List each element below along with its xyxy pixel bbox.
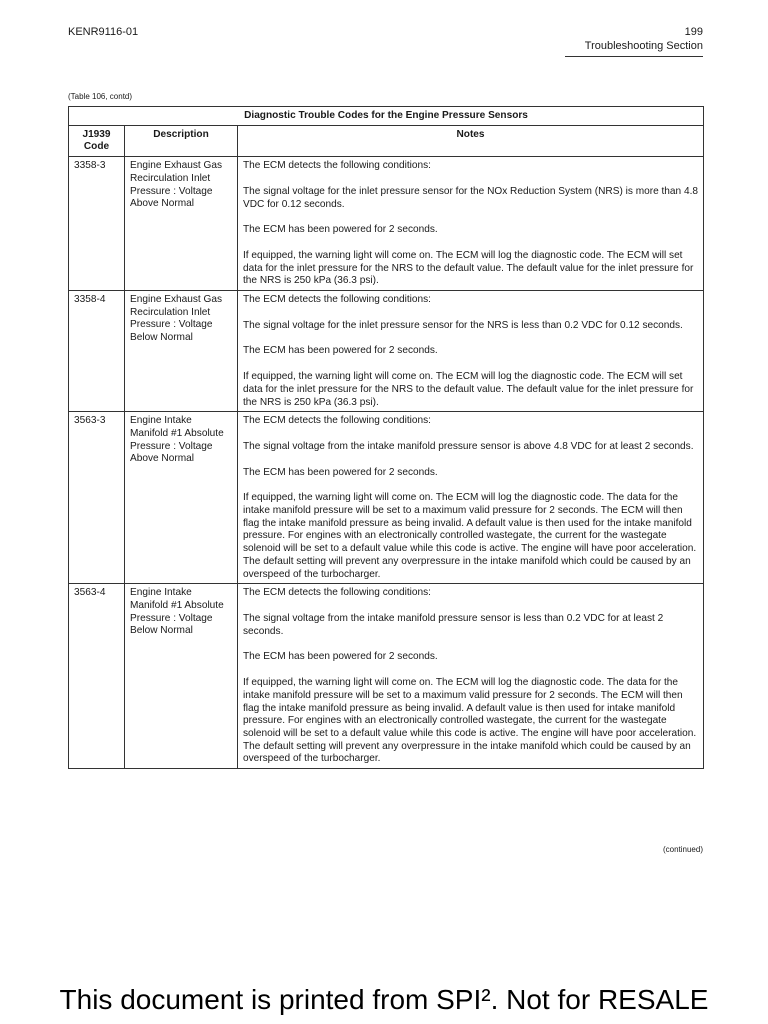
table-row: [69, 412, 704, 584]
notes-paragraph: The signal voltage for the inlet pressure sensor for the NRS is less than 0.2 VDC for 0.12 seconds.: [243, 319, 683, 331]
description-cell: Engine Intake Manifold #1 Absolute Pressure : Voltage Above Normal: [125, 412, 238, 584]
table-title: Diagnostic Trouble Codes for the Engine Pressure Sensors: [69, 107, 704, 126]
notes-cell: [238, 157, 704, 291]
page-number: 199: [684, 26, 703, 38]
notes-paragraph: The ECM detects the following conditions:: [243, 294, 431, 306]
description-cell: Engine Exhaust Gas Recirculation Inlet Pressure : Voltage Above Normal: [125, 157, 238, 291]
notes-paragraph: The signal voltage for the inlet pressure sensor for the NOx Reduction System (NRS) is more than 4.8 VDC for 0.12 seconds.: [243, 185, 698, 210]
table-row: [69, 584, 704, 769]
notes-paragraph: If equipped, the warning light will come on. The ECM will log the diagnostic code. The data for the intake manifold pressure will be set to a maximum valid pressure for 2 seconds. The ECM will then flag the intake manifold pressure as being invalid. A default value is then used for the intake manifold pressure. For engines with an electronically controlled wastegate, the current for the wastegate solenoid will be set to a default value while this code is active. The engine will have poor acceleration. The default setting will prevent any overpressure in the intake manifold which could be caused by an overspeed of the turbocharger.: [243, 492, 697, 580]
continued-note: (continued): [662, 845, 703, 854]
notes-cell: [238, 291, 704, 412]
column-header-notes: Notes: [238, 125, 704, 156]
page-header: [68, 26, 703, 58]
notes-paragraph: The ECM detects the following conditions:: [243, 587, 431, 599]
notes-paragraph: If equipped, the warning light will come on. The ECM will log the diagnostic code. The ECM will set data for the inlet pressure for the NRS to the default value. The default value for the inlet pressure for the NRS is 250 kPa (36.3 psi).: [243, 371, 694, 408]
notes-paragraph: The signal voltage from the intake manifold pressure sensor is above 4.8 VDC for at least 2 seconds.: [243, 440, 694, 452]
column-header-code: J1939 Code: [69, 125, 125, 156]
header-divider: [565, 56, 703, 57]
document-id: KENR9116-01: [68, 26, 139, 38]
description-cell: Engine Intake Manifold #1 Absolute Pressure : Voltage Below Normal: [125, 584, 238, 769]
table-caption: (Table 106, contd): [68, 92, 133, 101]
description-cell: Engine Exhaust Gas Recirculation Inlet Pressure : Voltage Below Normal: [125, 291, 238, 412]
diagnostic-codes-table: [68, 106, 704, 769]
section-title: Troubleshooting Section: [584, 40, 703, 52]
code-cell: 3358-4: [69, 291, 125, 412]
table-row: [69, 291, 704, 412]
notes-paragraph: The ECM detects the following conditions:: [243, 160, 431, 172]
notes-paragraph: The ECM has been powered for 2 seconds.: [243, 345, 438, 357]
notes-paragraph: If equipped, the warning light will come on. The ECM will log the diagnostic code. The data for the intake manifold pressure will be set to a maximum valid pressure for 2 seconds. The ECM will then flag the intake manifold pressure as being invalid. A default value is then used for intake manifold pressure. For engines with an electronically controlled wastegate, the current for the wastegate solenoid will be set to a default value while this code is active. The engine will have poor acceleration. The default setting will prevent any overpressure in the intake manifold which could be caused by an overspeed of the turbocharger.: [243, 677, 697, 765]
notes-paragraph: If equipped, the warning light will come on. The ECM will log the diagnostic code. The ECM will set data for the inlet pressure for the NRS to the default value. The default value for the inlet pressure for the NRS is 250 kPa (36.3 psi).: [243, 249, 694, 287]
notes-cell: [238, 412, 704, 584]
print-notice: This document is printed from SPI². Not for RESALE: [59, 984, 709, 1015]
table-row: [69, 157, 704, 291]
notes-cell: [238, 584, 704, 769]
notes-paragraph: The ECM has been powered for 2 seconds.: [243, 651, 438, 663]
code-cell: 3358-3: [69, 157, 125, 291]
notes-paragraph: The ECM has been powered for 2 seconds.: [243, 466, 438, 478]
code-cell: 3563-3: [69, 412, 125, 584]
notes-paragraph: The signal voltage from the intake manifold pressure sensor is less than 0.2 VDC for at least 2 seconds.: [243, 612, 664, 637]
notes-paragraph: The ECM detects the following conditions:: [243, 415, 431, 427]
code-cell: 3563-4: [69, 584, 125, 769]
notes-paragraph: The ECM has been powered for 2 seconds.: [243, 224, 438, 236]
column-header-description: Description: [125, 125, 238, 156]
